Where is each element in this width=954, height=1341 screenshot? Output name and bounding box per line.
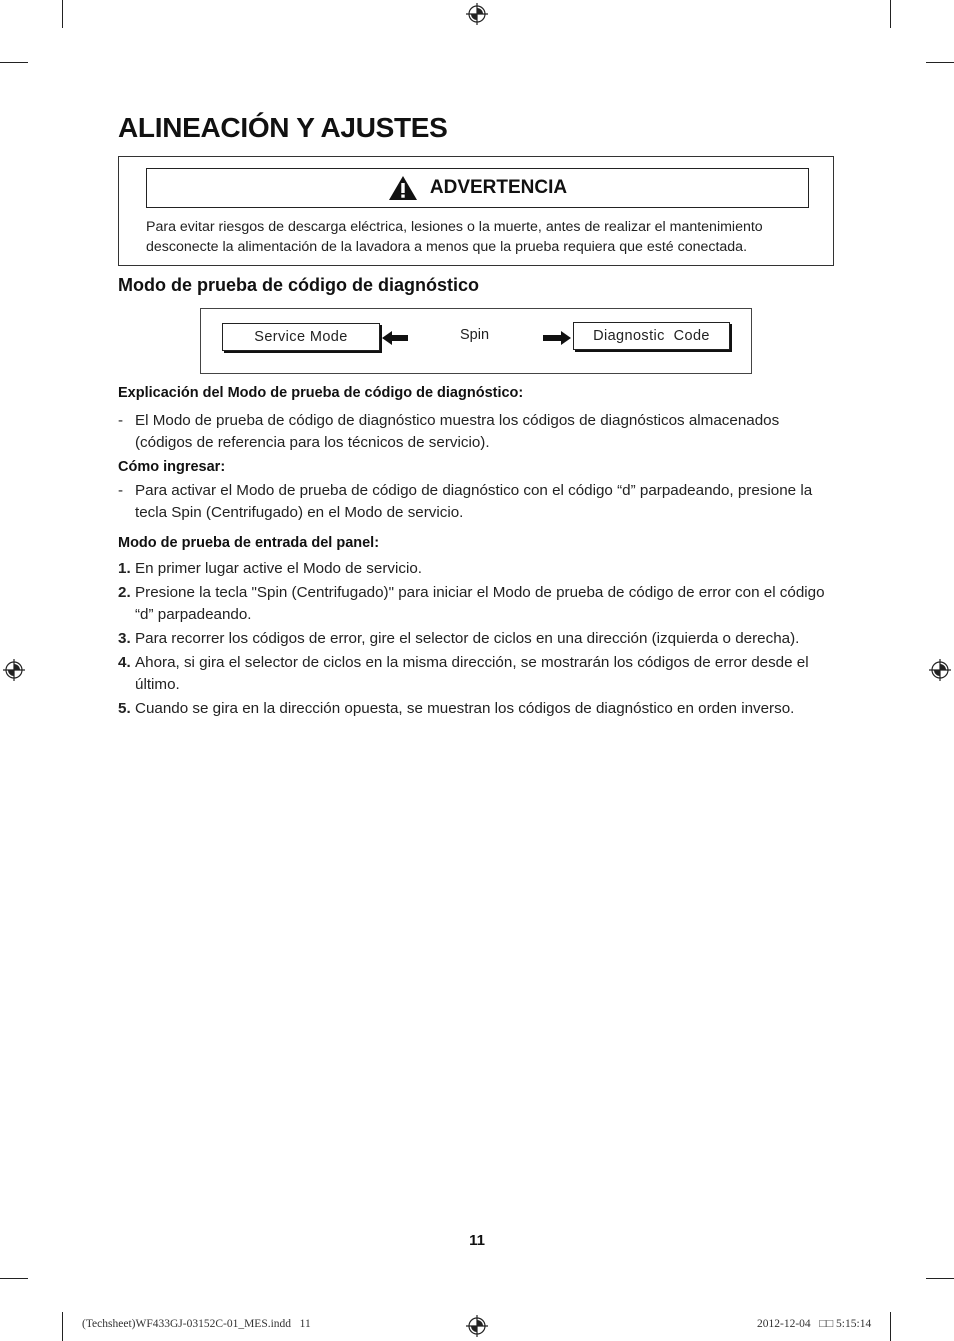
arrow-left-icon bbox=[382, 331, 408, 345]
step-text: Cuando se gira en la dirección opuesta, se muestran los códigos de diagnóstico en orden inverso. bbox=[135, 700, 795, 717]
warning-header bbox=[146, 168, 809, 208]
registration-mark-icon bbox=[3, 659, 25, 681]
list-item bbox=[118, 410, 838, 454]
service-mode-box: Service Mode bbox=[222, 323, 380, 351]
step-item bbox=[118, 628, 838, 650]
warning-box bbox=[118, 156, 834, 266]
crop-mark bbox=[62, 1312, 63, 1341]
dash-bullet: - bbox=[118, 482, 124, 499]
registration-mark-icon bbox=[929, 659, 951, 681]
registration-mark-icon bbox=[466, 3, 488, 25]
warning-text: Para evitar riesgos de descarga eléctrica, lesiones o la muerte, antes de realizar el mantenimiento desconecte la alimentación de la lavadora a menos que la prueba requiera que esté conectada. bbox=[146, 219, 763, 255]
page-number: 11 bbox=[469, 1232, 485, 1249]
step-number: 3. bbox=[118, 630, 131, 647]
step-number: 2. bbox=[118, 584, 131, 601]
step-number: 1. bbox=[118, 560, 131, 577]
dash-bullet: - bbox=[118, 412, 124, 429]
step-text: Ahora, si gira el selector de ciclos en la misma dirección, se mostrarán los códigos de error desde el último. bbox=[135, 654, 809, 693]
step-item bbox=[118, 558, 838, 580]
crop-mark bbox=[0, 62, 28, 63]
how-to-enter-heading: Cómo ingresar: bbox=[118, 459, 226, 475]
step-number: 5. bbox=[118, 700, 131, 717]
list-item-text: Para activar el Modo de prueba de código de diagnóstico con el código “d” parpadeando, presione la tecla Spin (Centrifugado) en el Modo de servicio. bbox=[135, 482, 813, 521]
crop-mark bbox=[0, 1278, 28, 1279]
footer-file-info: (Techsheet)WF433GJ-03152C-01_MES.indd 11 bbox=[82, 1318, 311, 1330]
step-text: Para recorrer los códigos de error, gire el selector de ciclos en una dirección (izquierda o derecha). bbox=[135, 630, 800, 647]
diagnostic-code-box: Diagnostic Code bbox=[573, 322, 730, 350]
step-text: Presione la tecla "Spin (Centrifugado)" para iniciar el Modo de prueba de código de error con el código “d” parpadeando. bbox=[135, 584, 825, 623]
crop-mark bbox=[926, 62, 954, 63]
mode-flow-diagram bbox=[200, 308, 752, 374]
arrow-right-icon bbox=[543, 331, 571, 345]
step-number: 4. bbox=[118, 654, 131, 671]
warning-triangle-icon bbox=[388, 175, 418, 201]
list-item-text: El Modo de prueba de código de diagnóstico muestra los códigos de diagnósticos almacenados (códigos de referencia para los técnicos de servicio). bbox=[135, 412, 780, 451]
crop-mark bbox=[890, 0, 891, 28]
page-title: ALINEACIÓN Y AJUSTES bbox=[118, 112, 448, 143]
panel-mode-heading: Modo de prueba de entrada del panel: bbox=[118, 535, 380, 551]
step-item bbox=[118, 698, 838, 720]
section-heading: Modo de prueba de código de diagnóstico bbox=[118, 275, 480, 295]
content-body bbox=[118, 382, 838, 722]
registration-mark-icon bbox=[466, 1315, 488, 1337]
warning-label: ADVERTENCIA bbox=[429, 177, 568, 198]
step-text: En primer lugar active el Modo de servicio. bbox=[135, 560, 422, 577]
crop-mark bbox=[890, 1312, 891, 1341]
crop-mark bbox=[926, 1278, 954, 1279]
crop-mark bbox=[62, 0, 63, 28]
footer-timestamp: 2012-12-04 □□ 5:15:14 bbox=[757, 1318, 872, 1330]
list-item bbox=[118, 480, 838, 524]
explanation-heading: Explicación del Modo de prueba de código de diagnóstico: bbox=[118, 385, 524, 401]
step-item bbox=[118, 582, 838, 626]
spin-label: Spin bbox=[460, 327, 490, 343]
step-item bbox=[118, 652, 838, 696]
